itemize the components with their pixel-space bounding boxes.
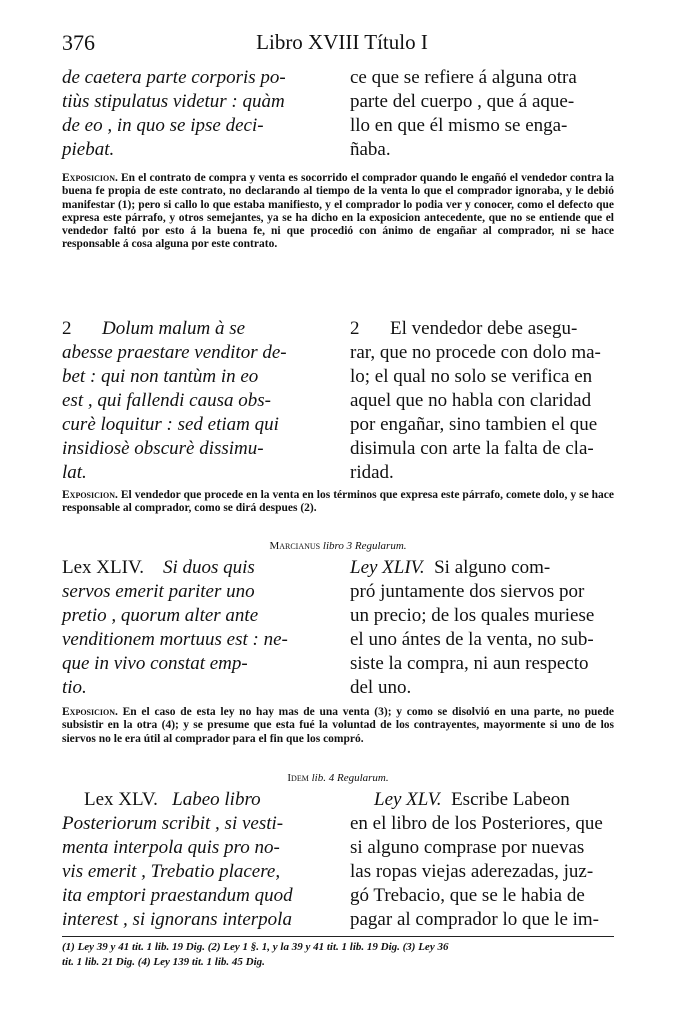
latin-line: 2 Dolum malum à se (62, 318, 246, 339)
paragraph-number: 2 (62, 318, 72, 339)
latin-line: piebat. (62, 139, 115, 160)
latin-line: ita emptori praestandum quod (62, 885, 293, 906)
latin-line: de caetera parte corporis po- (62, 67, 286, 88)
lex-heading: Lex XLIV. (62, 557, 144, 578)
latin-line: Posteriorum scribit , si vesti- (62, 813, 284, 834)
latin-column-4 (62, 788, 334, 932)
source-book: libro (322, 540, 344, 552)
lex-heading: Lex XLV. (84, 789, 158, 810)
exposition-2 (62, 489, 614, 516)
latin-line: Lex XLV. Labeo libro (84, 789, 261, 810)
latin-column-1 (62, 66, 334, 162)
latin-line: Lex XLIV. Si duos quis (62, 557, 255, 578)
latin-line: vis emerit , Trebatio placere, (62, 861, 281, 882)
spanish-line: parte del cuerpo , que á aque- (350, 91, 575, 112)
source-citation-2 (62, 772, 614, 784)
footnotes (62, 940, 614, 970)
spanish-line: llo en que él mismo se enga- (350, 115, 568, 136)
latin-line: est , qui fallendi causa obs- (62, 390, 271, 411)
spanish-line: lo; el qual no solo se verifica en (350, 366, 593, 387)
spanish-line: 2 El vendedor debe asegu- (350, 318, 578, 339)
latin-line: curè loquitur : sed etiam qui (62, 414, 279, 435)
exposition-label: Exposicion. (62, 489, 118, 501)
spanish-line: si alguno comprase por nuevas (350, 837, 585, 858)
exposition-label: Exposicion. (62, 706, 118, 718)
latin-line: tiùs stipulatus videtur : quàm (62, 91, 285, 112)
spanish-line: gó Trebacio, que se le habia de (350, 885, 585, 906)
spanish-line: las ropas viejas aderezadas, juz- (350, 861, 594, 882)
exposition-text: En el contrato de compra y venta es socorrido el comprador quando le engañó el vendedor contra la buena fe propia de este contrato, no declarando al tiempo de la venta lo que el comprador ignoraba, y le debió manifestar (1); pero si callo lo que estaba manifiesto, y el comprador lo podia ver y conocer, como el defecto que expresa este párrafo, y otros semejantes, ya se ha dicho en la exposicion antecedente, que no se entiende que el vendedor faltó por esto á la buena fe, ni que procedió con ánimo de engañar al comprador, ni se hace responsable á cosa alguna por este contrato. (62, 172, 615, 251)
latin-column-3 (62, 556, 334, 700)
page-header (62, 30, 622, 58)
latin-line: insidiosè obscurè dissimu- (62, 438, 264, 459)
exposition-3 (62, 706, 614, 746)
spanish-line: siste la compra, ni aun respecto (350, 653, 589, 674)
exposition-label: Exposicion. (62, 172, 118, 184)
source-citation-1 (62, 540, 614, 552)
latin-line: pretio , quorum alter ante (62, 605, 259, 626)
latin-line: bet : qui non tantùm in eo (62, 366, 259, 387)
latin-line: tio. (62, 677, 87, 698)
latin-line: servos emerit pariter uno (62, 581, 255, 602)
spanish-line: Ley XLIV. Si alguno com- (350, 557, 551, 578)
spanish-line: en el libro de los Posteriores, que (350, 813, 603, 834)
spanish-line: por engañar, sino tambien el que (350, 414, 598, 435)
spanish-line: pagar al comprador lo que le im- (350, 909, 600, 930)
spanish-column-1 (350, 66, 614, 162)
source-work: 3 Regularum. (346, 540, 407, 552)
latin-line: interest , si ignorans interpola (62, 909, 292, 930)
exposition-1 (62, 172, 614, 252)
latin-line: abesse praestare venditor de- (62, 342, 287, 363)
footnote-line: (1) Ley 39 y 41 tit. 1 lib. 19 Dig. (2) Ley 1 §. 1, y la 39 y 41 tit. 1 lib. 19 Dig. (3) Ley 36 (62, 941, 449, 953)
latin-line: menta interpola quis pro no- (62, 837, 280, 858)
paragraph-number: 2 (350, 318, 360, 339)
spanish-column-3 (350, 556, 614, 700)
running-title: Libro XVIII Título I (256, 30, 428, 54)
spanish-line: el uno ántes de la venta, no sub- (350, 629, 594, 650)
latin-line: que in vivo constat emp- (62, 653, 248, 674)
source-work: 4 Regularum. (328, 772, 389, 784)
source-author: Idem (287, 772, 309, 784)
latin-line: lat. (62, 462, 87, 483)
spanish-line: rar, que no procede con dolo ma- (350, 342, 601, 363)
latin-line: de eo , in quo se ipse deci- (62, 115, 264, 136)
spanish-column-2 (350, 317, 614, 485)
spanish-line: ce que se refiere á alguna otra (350, 67, 577, 88)
ley-heading: Ley XLIV. (350, 557, 425, 578)
spanish-line: Ley XLV. Escribe Labeon (374, 789, 570, 810)
footnote-divider (62, 936, 614, 937)
spanish-line: un precio; de los quales muriese (350, 605, 595, 626)
footnote-line: tit. 1 lib. 21 Dig. (4) Ley 139 tit. 1 lib. 45 Dig. (62, 956, 265, 968)
exposition-text: En el caso de esta ley no hay mas de una venta (3); y como se disolvió en una parte, no puede subsistir en la otra (4); y se presume que esta fué la voluntad de los contrayentes, mayormente si uno de los siervos no le era útil al comprador para el fin que los compró. (62, 706, 614, 745)
source-author: Marcianus (269, 540, 321, 552)
source-book: lib. (311, 772, 326, 784)
latin-line: venditionem mortuus est : ne- (62, 629, 288, 650)
spanish-line: disimula con arte la falta de cla- (350, 438, 594, 459)
spanish-line: aquel que no habla con claridad (350, 390, 592, 411)
spanish-line: del uno. (350, 677, 412, 698)
spanish-column-4 (350, 788, 614, 932)
spanish-line: ñaba. (350, 139, 391, 160)
spanish-line: ridad. (350, 462, 394, 483)
latin-column-2 (62, 317, 334, 485)
spanish-line: pró juntamente dos siervos por (350, 581, 585, 602)
page-number: 376 (62, 30, 95, 55)
exposition-text: El vendedor que procede en la venta en los términos que expresa este párrafo, comete dolo, y se hace responsable al comprador, como se dirá despues (2). (62, 489, 615, 515)
ley-heading: Ley XLV. (374, 789, 442, 810)
